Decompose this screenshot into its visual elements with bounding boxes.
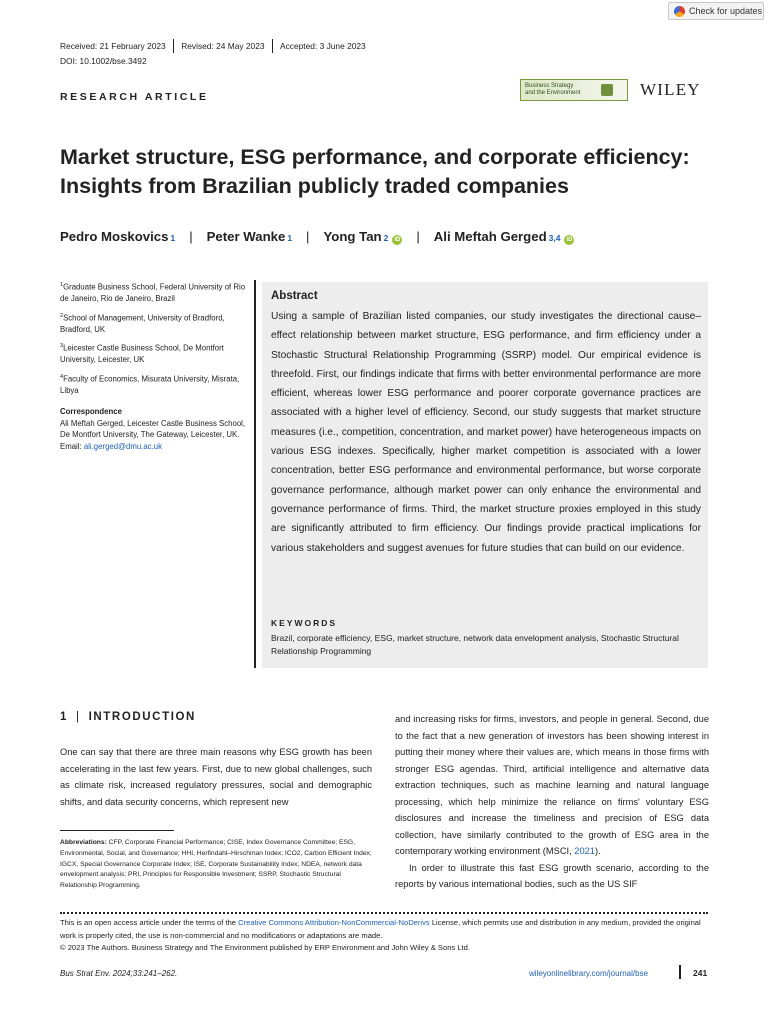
footer-separator <box>679 965 681 979</box>
affiliation <box>60 372 248 397</box>
date-separator <box>173 39 175 53</box>
affiliation-text: School of Management, University of Bradford, Bradford, UK <box>60 313 225 334</box>
abstract-heading: Abstract <box>271 290 318 302</box>
keywords-text: Brazil, corporate efficiency, ESG, market structure, network data envelopment analysis, Stochastic Structural Relationship Programming <box>271 633 679 656</box>
intro-paragraph <box>395 711 709 860</box>
affiliations <box>60 280 248 452</box>
email-link[interactable]: ali.gerged@dmu.ac.uk <box>83 441 162 451</box>
license-divider <box>60 912 708 914</box>
author-separator: | <box>306 229 310 244</box>
section-number: 1 <box>60 711 68 723</box>
journal-citation: Bus Strat Env. 2024;33:241–262. <box>60 969 178 978</box>
author-name[interactable]: Pedro Moskovics <box>60 229 169 244</box>
abbreviations-label: Abbreviations: <box>60 839 107 846</box>
author-list <box>60 229 574 245</box>
journal-logo <box>520 79 628 101</box>
author-affiliation-ref[interactable]: 3,4 <box>548 233 561 243</box>
orcid-icon[interactable]: iD <box>566 237 573 243</box>
article-dates <box>60 39 366 53</box>
column-rule <box>254 280 256 668</box>
affiliation <box>60 280 248 305</box>
leaf-icon <box>601 84 613 96</box>
license-note <box>60 917 710 955</box>
affiliation-text: Faculty of Economics, Misurata University, Misrata, Libya <box>60 374 240 395</box>
abbreviations-text: CFP, Corporate Financial Performance; CISE, Index Governance Committee; ESG, Environmental, Social, and Governance; HHI, Herfindahl–Hirschman Index; ICO2, Carbon Efficient Index; IGCX, Special Governance Corporate Index; ISE, Corporate Sustainability Index; NDEA, network data envelopment analysis; PRI, Principles for Responsible Investment; SSRP, Stochastic Structural Relationship Programming. <box>60 839 372 890</box>
license-text-part: This is an open access article under the terms of the <box>60 918 239 927</box>
crossmark-icon <box>674 6 685 17</box>
copyright-text: © 2023 The Authors. Business Strategy and The Environment published by ERP Environment and John Wiley & Sons Ltd. <box>60 943 470 952</box>
keywords-heading: KEYWORDS <box>271 618 338 628</box>
journal-logo-line2: and the Environment <box>525 90 581 96</box>
abstract-text: Using a sample of Brazilian listed companies, our study investigates the directional cause–effect relationship between market structure, ESG performance, and firm efficiency under a Stochastic Structural Relationship Programming (SSRP) model. Our empirical evidence is threefold. First, our findings indicate that firms with better environmental performance are more efficient, whereas lower ESG performance and poorer corporate governance practices are associated with a higher level of efficiency. Second, our study suggests that market structure measures (i.e., competition, concentration, and market power) have heterogeneous impacts on various ESG indexes. Specifically, higher market competition is associated with a lower concentration, better ESG performance and environmental performance, but worse corporate governance performance, although market power can only enhance the environmental and governance performance of firms. Third, the market structure proxies employed in this study are significantly attributed to firm efficiency. Our findings provide practical implications for various stakeholders and suggest avenues for future studies that can build on our evidence. <box>271 311 701 554</box>
revised-date: Revised: 24 May 2023 <box>181 41 265 51</box>
date-separator <box>272 39 274 53</box>
correspondence-address: Ali Meftah Gerged, Leicester Castle Business School, De Montfort University, The Gateway, Leicester, UK. <box>60 418 246 440</box>
affiliation-number: 2 <box>60 312 64 319</box>
author-name[interactable]: Ali Meftah Gerged <box>433 229 547 244</box>
affiliation <box>60 311 248 336</box>
intro-paragraph-left: One can say that there are three main reasons why ESG growth has been accelerating in the last few years. First, due to new global challenges, such as climate risk, increased regulatory pressures, social and demographic shifts, and data security concerns, which represent new <box>60 747 372 807</box>
title-line-2: Insights from Brazilian publicly traded companies <box>60 174 569 198</box>
intro-paragraph: In order to illustrate this fast ESG growth scenario, according to the reports by various international bodies, such as the US SIF <box>395 862 709 889</box>
page-number: 241 <box>693 968 708 978</box>
affiliation-text: Graduate Business School, Federal University of Rio de Janeiro, Rio de Janeiro, Brazil <box>60 282 246 304</box>
email-label: Email: <box>60 441 84 451</box>
section-heading-introduction <box>60 711 196 723</box>
author-name[interactable]: Peter Wanke <box>206 229 286 244</box>
affiliation <box>60 341 248 366</box>
abbreviations-footnote <box>60 838 372 892</box>
affiliation-number: 4 <box>60 373 64 380</box>
orcid-icon[interactable]: iD <box>394 237 401 243</box>
check-for-updates-label: Check for updates <box>689 6 763 16</box>
doi: DOI: 10.1002/bse.3492 <box>60 56 147 66</box>
author-separator: | <box>416 229 420 244</box>
journal-url-link[interactable]: wileyonlinelibrary.com/journal/bse <box>529 969 649 978</box>
footnote-rule <box>60 830 174 831</box>
intro-text: and increasing risks for firms, investors, and people in general. Second, due to the fact that a new generation of investors has been showing interest in putting their money where their values are, which means in those firms with stronger ESG agendas. Third, artificial intelligence and alternative data extraction techniques, such as machine learning and natural language processing, which help minimize the reliance on firms' voluntary ESG disclosures and increase the timeliness and precision of ESG data collection, have similarly contributed to the growth of ESG area in the contemporary working environment (MSCI, <box>395 714 709 856</box>
correspondence-text <box>60 418 248 453</box>
author-separator: | <box>189 229 193 244</box>
section-title: INTRODUCTION <box>88 711 196 723</box>
license-text-part: License, which permits use and distribution in any medium, provided the original work is properly cited, the use is non-commercial and no modifications or adaptations are made. <box>60 918 701 940</box>
correspondence-heading: Correspondence <box>60 407 122 417</box>
received-date: Received: 21 February 2023 <box>60 41 166 51</box>
citation-link[interactable]: 2021 <box>574 846 595 856</box>
article-type: RESEARCH ARTICLE <box>60 91 209 103</box>
affiliation-text: Leicester Castle Business School, De Montfort University, Leicester, UK <box>60 343 224 365</box>
intro-column-right <box>395 711 709 893</box>
publisher-logo: WILEY <box>640 80 701 99</box>
author-affiliation-ref[interactable]: 1 <box>287 233 293 243</box>
section-separator: | <box>76 711 81 723</box>
license-text <box>60 917 710 942</box>
article-title <box>60 143 720 201</box>
author-affiliation-ref[interactable]: 1 <box>170 233 176 243</box>
accepted-date: Accepted: 3 June 2023 <box>280 41 366 51</box>
affiliation-number: 1 <box>60 282 64 288</box>
intro-text: ). <box>594 846 601 856</box>
license-link[interactable]: Creative Commons Attribution-NonCommercial-NoDerivs <box>238 918 430 927</box>
author-name[interactable]: Yong Tan <box>323 229 382 244</box>
check-for-updates-button[interactable] <box>668 2 764 20</box>
author-affiliation-ref[interactable]: 2 <box>383 233 389 243</box>
title-line-1: Market structure, ESG performance, and corporate efficiency: <box>60 145 690 169</box>
journal-logo-line1: Business Strategy <box>525 83 574 89</box>
affiliation-number: 3 <box>60 343 64 350</box>
